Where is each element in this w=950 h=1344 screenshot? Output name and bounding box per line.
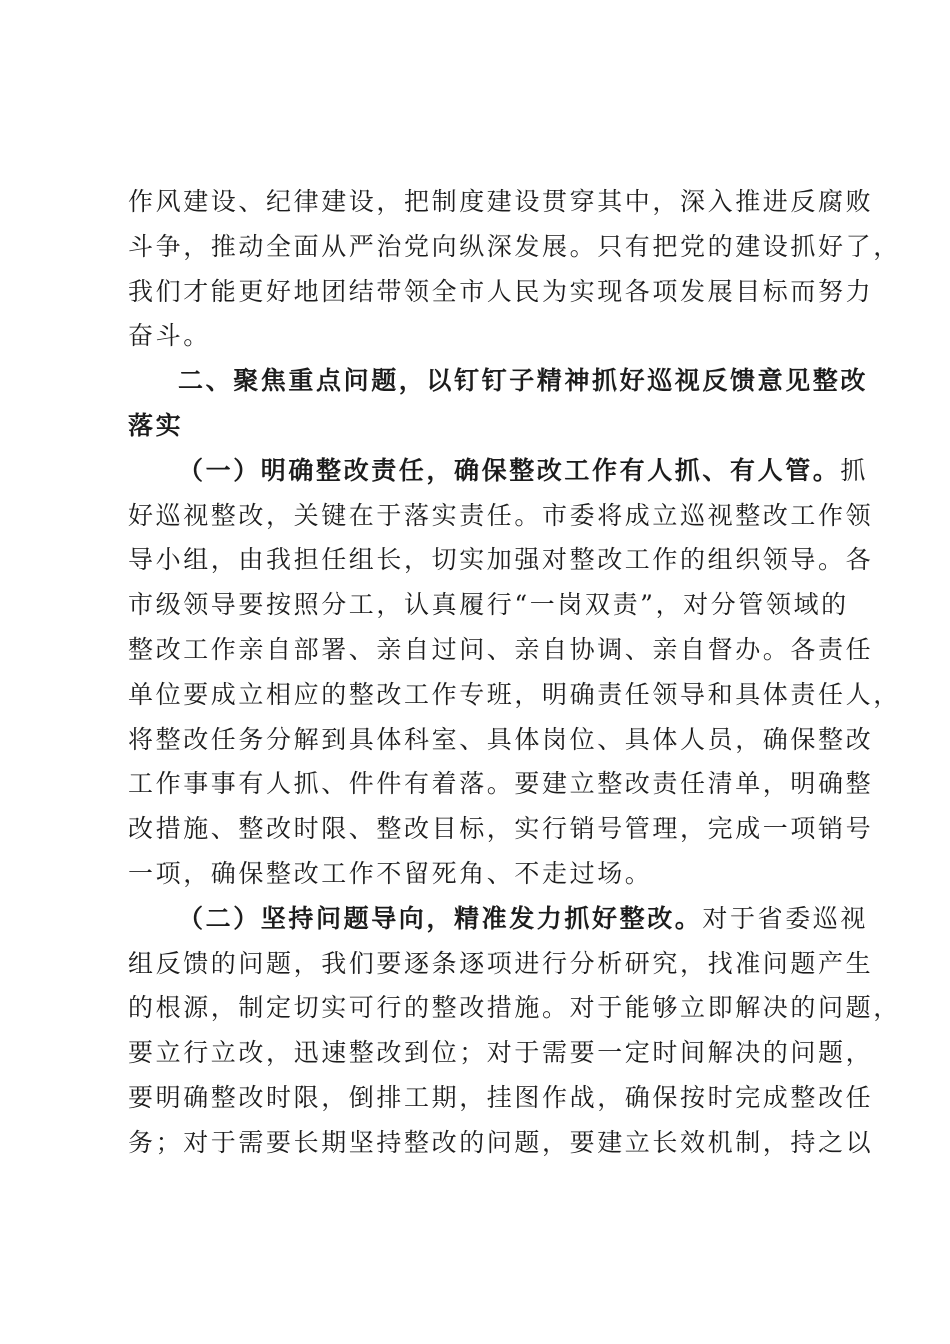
paragraph-line: 市级领导要按照分工，认真履行“一岗双责”，对分管领域的 (128, 590, 849, 620)
paragraph-line: 将整改任务分解到具体科室、具体岗位、具体人员，确保整改 (128, 724, 874, 754)
paragraph-line: 的根源，制定切实可行的整改措施。对于能够立即解决的问题， (128, 993, 901, 1023)
paragraph-line: 要立行立改，迅速整改到位；对于需要一定时间解决的问题， (128, 1038, 874, 1068)
paragraph-line: 我们才能更好地团结带领全市人民为实现各项发展目标而努力 (128, 276, 874, 306)
paragraph-line: 整改工作亲自部署、亲自过问、亲自协调、亲自督办。各责任 (128, 634, 874, 664)
subsection-text: 对于省委巡视 (702, 903, 869, 933)
paragraph-line: 斗争，推动全面从严治党向纵深发展。只有把党的建设抓好了， (128, 231, 901, 261)
subsection-first-line (128, 897, 869, 942)
document-body (128, 180, 901, 1166)
section-heading: 二、聚焦重点问题，以钉钉子精神抓好巡视反馈意见整改 (178, 366, 869, 396)
paragraph-line: 导小组，由我担任组长，切实加强对整改工作的组织领导。各 (128, 545, 874, 575)
paragraph-line: 作风建设、纪律建设，把制度建设贯穿其中，深入推进反腐败 (128, 187, 874, 216)
paragraph-line: 工作事事有人抓、件件有着落。要建立整改责任清单，明确整 (128, 769, 874, 799)
subsection-title: （一）明确整改责任，确保整改工作有人抓、有人管。 (178, 455, 841, 485)
paragraph-line: 奋斗。 (128, 321, 211, 351)
subsection-title: （二）坚持问题导向，精准发力抓好整改。 (178, 903, 703, 933)
section-heading: 落实 (128, 410, 184, 440)
paragraph-line: 单位要成立相应的整改工作专班，明确责任领导和具体责任人， (128, 679, 901, 709)
paragraph-line: 组反馈的问题，我们要逐条逐项进行分析研究，找准问题产生 (128, 948, 874, 978)
paragraph-line: 要明确整改时限，倒排工期，挂图作战，确保按时完成整改任 (128, 1082, 874, 1112)
paragraph-line: 改措施、整改时限、整改目标，实行销号管理，完成一项销号 (128, 814, 874, 844)
subsection-first-line (128, 449, 869, 494)
subsection-text: 抓 (840, 455, 869, 485)
paragraph-line: 一项，确保整改工作不留死角、不走过场。 (128, 858, 653, 888)
paragraph-line: 务；对于需要长期坚持整改的问题，要建立长效机制，持之以 (128, 1127, 874, 1157)
paragraph-line: 好巡视整改，关键在于落实责任。市委将成立巡视整改工作领 (128, 500, 874, 530)
